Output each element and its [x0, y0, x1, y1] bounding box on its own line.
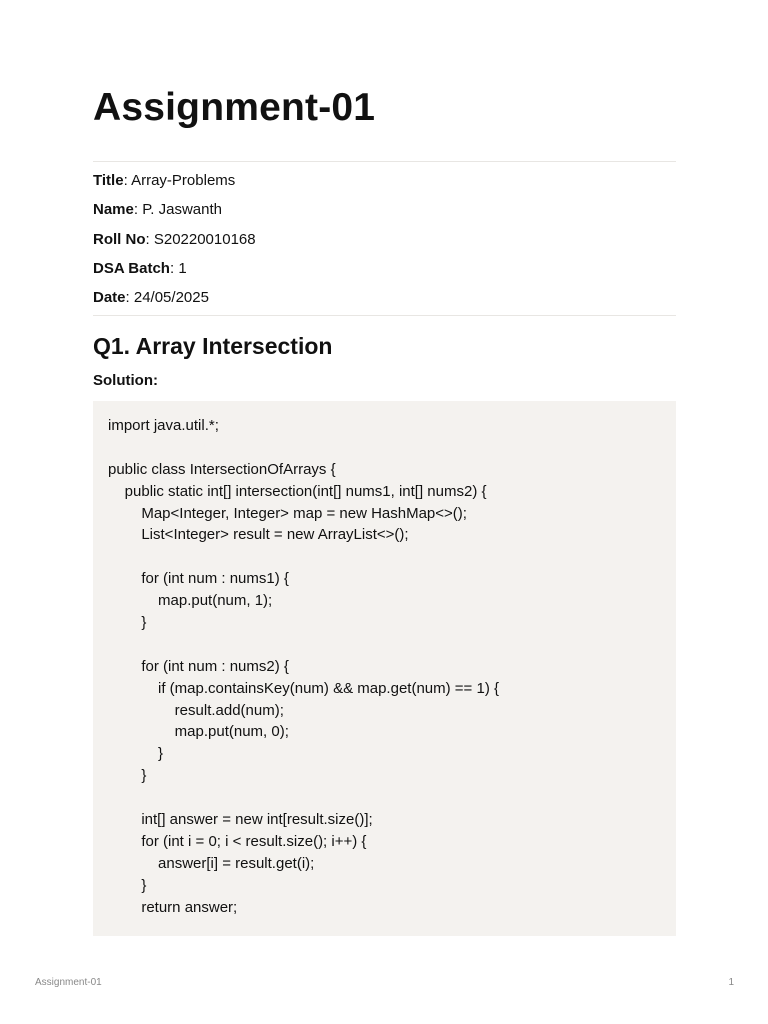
- meta-value: S20220010168: [153, 230, 256, 248]
- section-heading: Q1. Array Intersection: [93, 333, 333, 359]
- code-line: for (int i = 0; i < result.size(); i++) {: [108, 832, 367, 850]
- top-divider: [93, 161, 676, 162]
- meta-row-title: [93, 166, 676, 195]
- code-line: result.add(num);: [108, 701, 284, 719]
- code-block: [93, 401, 676, 936]
- code-line: map.put(num, 0);: [108, 723, 289, 741]
- meta-row-roll-no: [93, 225, 676, 254]
- code-line: answer[i] = result.get(i);: [108, 854, 315, 872]
- solution-label: Solution:: [93, 372, 158, 389]
- meta-key: Title: [93, 172, 124, 189]
- code-line: public static int[] intersection(int[] nums1, int[] nums2) {: [108, 482, 487, 500]
- code-line: [108, 634, 676, 656]
- footer-page-number: 1: [728, 977, 734, 988]
- code-line: for (int num : nums1) {: [108, 570, 289, 588]
- meta-row-dsa-batch: [93, 254, 676, 283]
- meta-separator: :: [125, 289, 134, 307]
- code-line: Map<Integer, Integer> map = new HashMap<>();: [108, 504, 467, 522]
- code-line: [108, 437, 676, 459]
- code-line: }: [108, 745, 164, 763]
- meta-row-name: [93, 195, 676, 224]
- code-line: [108, 546, 676, 568]
- meta-separator: :: [133, 201, 143, 219]
- meta-value: Array-Problems: [131, 172, 236, 189]
- code-line: public class IntersectionOfArrays {: [108, 460, 336, 478]
- meta-value: 1: [178, 259, 187, 277]
- meta-key: Name: [93, 201, 134, 219]
- metadata-block: [93, 166, 676, 312]
- document-title: Assignment-01: [93, 86, 376, 129]
- code-line: }: [108, 614, 147, 632]
- code-line: import java.util.*;: [108, 417, 219, 434]
- meta-key: Date: [93, 289, 126, 307]
- footer-document-name: Assignment-01: [35, 977, 102, 988]
- code-line: int[] answer = new int[result.size()];: [108, 811, 373, 829]
- meta-separator: :: [169, 259, 179, 277]
- bottom-divider: [93, 315, 676, 316]
- code-line: List<Integer> result = new ArrayList<>();: [108, 526, 409, 544]
- meta-separator: :: [123, 172, 132, 189]
- meta-value: P. Jaswanth: [142, 201, 222, 219]
- code-line: [108, 787, 676, 809]
- meta-separator: :: [145, 230, 154, 248]
- code-line: }: [108, 767, 147, 785]
- code-line: map.put(num, 1);: [108, 592, 273, 610]
- code-line: return answer;: [108, 898, 238, 916]
- code-line: if (map.containsKey(num) && map.get(num) == 1) {: [108, 679, 499, 697]
- meta-key: Roll No: [93, 230, 146, 248]
- meta-key: DSA Batch: [93, 259, 170, 277]
- code-line: for (int num : nums2) {: [108, 657, 289, 675]
- code-line: }: [108, 876, 147, 894]
- meta-value: 24/05/2025: [133, 289, 209, 307]
- meta-row-date: [93, 283, 676, 312]
